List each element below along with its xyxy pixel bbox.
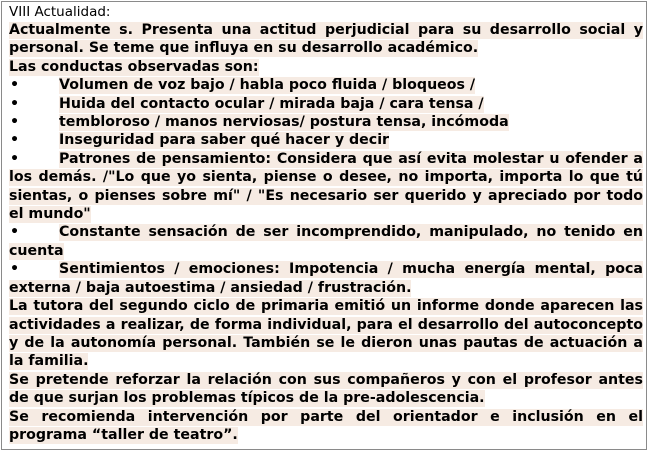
bullet-item-1 [9, 76, 643, 94]
bullet-item-3 [9, 113, 643, 131]
document-body [9, 21, 643, 444]
bullet-item-4 [9, 131, 643, 149]
bullet-text: tembloroso / manos nerviosas/ postura tensa, incómoda [59, 114, 509, 131]
bullet-item-5 [9, 150, 643, 224]
section-heading: VIII Actualidad: [9, 4, 111, 20]
bullet-text: Sentimientos / emociones: Impotencia / mucha energía mental, poca externa / baja autoestima / ansiedad / frustración. [9, 261, 643, 296]
reforzar-text: Se pretende reforzar la relación con sus compañeros y con el profesor antes de que surjan los problemas típicos de la pre-adolescencia. [9, 371, 643, 407]
bullet-icon: • [10, 224, 20, 241]
conductas-title-text: Las conductas observadas son: [9, 58, 259, 75]
bullet-icon: • [10, 261, 20, 278]
bullet-text: Inseguridad para saber qué hacer y decir [59, 132, 390, 149]
tutora-text: La tutora del segundo ciclo de primaria emitió un informe donde aparecen las actividades a realizar, de forma individual, para el desarrollo del autoconcepto y de la autonomía personal. También se le dieron unas pautas de actuación a la familia. [9, 298, 643, 370]
bullet-icon: • [10, 95, 20, 112]
bullet-item-6 [9, 223, 643, 260]
bullet-text: Constante sensación de ser incomprendido, manipulado, no tenido en cuenta [9, 224, 643, 259]
conductas-title [9, 58, 643, 76]
intro-text: Actualmente s. Presenta una actitud perjudicial para su desarrollo social y personal. Se teme que influya en su desarrollo académico. [9, 22, 643, 57]
bullet-item-7 [9, 260, 643, 297]
document-page [1, 1, 647, 450]
recomienda-paragraph [9, 408, 643, 445]
bullet-text: Patrones de pensamiento: Considera que así evita molestar u ofender a los demás. /"Lo que yo sienta, piense o desee, no importa, importa lo que tú sientas, o pienses sobre mí" / "Es necesario ser querido y apreciado por todo el mundo" [9, 150, 643, 223]
reforzar-paragraph [9, 371, 643, 408]
bullet-icon: • [10, 150, 20, 167]
bullet-text: Huida del contacto ocular / mirada baja / cara tensa / [59, 95, 484, 112]
bullet-text: Volumen de voz bajo / habla poco fluida / bloqueos / [59, 77, 476, 94]
bullet-icon: • [10, 132, 20, 149]
bullet-item-2 [9, 95, 643, 113]
intro-paragraph [9, 21, 643, 58]
tutora-paragraph [9, 297, 643, 371]
bullet-icon: • [10, 77, 20, 94]
recomienda-text: Se recomienda intervención por parte del orientador e inclusión en el programa “taller de teatro”. [9, 408, 643, 443]
bullet-icon: • [10, 114, 20, 131]
